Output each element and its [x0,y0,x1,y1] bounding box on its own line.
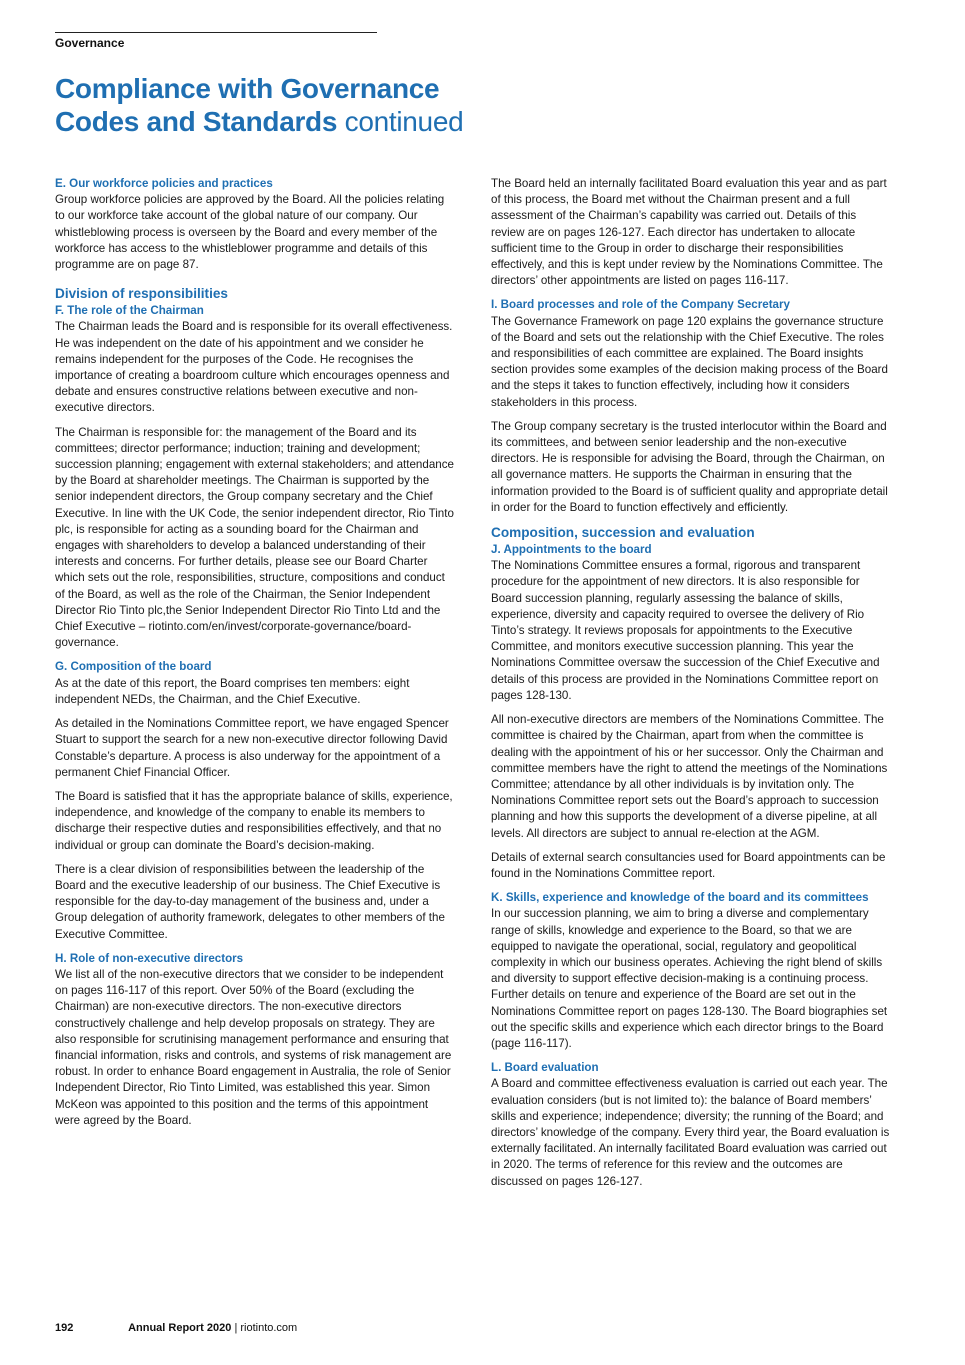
heading-i: I. Board processes and role of the Company Secretary [491,298,790,312]
paragraph-j-2: All non-executive directors are members of the Nominations Committee. The committee is chaired by the Chairman, apart from when the committee is dealing with the appointment of his or her successor. Only the Chairman and committee members have the right to attend the meetings of the Nominations Committee; attendance by all other individuals is by invitation only. The Nominations Committee report sets out the Board’s approach to succession planning and how this supports the development of a diverse pipeline, at all levels. All directors are subject to annual re-election at the AGM. [491,713,888,840]
section-label: Governance [55,36,125,50]
paragraph-j-3: Details of external search consultancies used for Board appointments can be found in the Nominations Committee report. [491,850,886,880]
title-continued: continued [344,106,464,137]
heading-division-of-responsibilities: Division of responsibilities [55,286,228,302]
paragraph-h-1: We list all of the non-executive directors that we consider to be independent on pages 116-117 of this report. Over 50% of the Board (excluding the Chairman) are non-executive directors. The non-executive directors constructively challenge and help develop proposals on strategy. They are also responsible for scrutinising management performance and ensuring that financial information, risks and controls, and systems of risk management are robust. In order to enhance Board engagement in Australia, the role of Senior Independent Director, Rio Tinto Limited, was established this year. Simon McKeon was appointed to this position and the terms of this appointment were agreed by the Board. [55,967,452,1127]
left-column [55,176,455,1137]
paragraph-f-1: The Chairman leads the Board and is responsible for its overall effectiveness. He was independent on the date of his appointment and we consider he remains independent for the purposes of the Code. He recognises the importance of creating a boardroom culture which encourages openness and debate and ensures constructive relations between executive and non-executive directors. [55,320,453,415]
paragraph-k-1: In our succession planning, we aim to bring a diverse and complementary range of skills, knowledge and experience to the Board, so that we are equipped to navigate the operational, social, regulatory and geopolitical complexity in which our business operates. Achieving the right blend of skills and diversity to support effective decision-making is a continuing process. Further details on tenure and experience of the Board are set out in the Nominations Committee report on pages 128-130. The Board biographies set out the specific skills and experience which each director brings to the Board (page 116-117). [491,907,888,1050]
header-rule [55,32,377,33]
paragraph-i-1: The Governance Framework on page 120 explains the governance structure of the Board and sets out the relationship with the Chief Executive. The roles and responsibilities of each committee are explained. The Board insights section provides some examples of the decision making process of the Board and the steps it takes to function effectively, including how it considers stakeholders in this process. [491,314,888,409]
heading-f: F. The role of the Chairman [55,304,204,318]
page-number: 192 [55,1322,74,1334]
heading-k: K. Skills, experience and knowledge of the board and its committees [491,891,869,905]
title-line-2: Codes and Standards [55,106,338,137]
heading-composition-succession-evaluation: Composition, succession and evaluation [491,525,755,541]
paragraph-f-2: The Chairman is responsible for: the management of the Board and its committees; director performance; induction; training and development; succession planning; engagement with external stakeholders; and attendance by the Board at shareholder meetings. The Chairman is supported by the senior independent directors, the Group company secretary and the Chief Executive. In line with the UK Code, the senior independent director, Rio Tinto plc, is responsible for acting as a sounding board for the Chairman and engages with shareholders to develop a balanced understanding of their interests and concerns. For further details, please see our Board Charter which sets out the role, responsibilities, structure, compositions and conduct of the Board, as well as the role of the Chairman, the Senior Independent Director Rio Tinto plc,the Senior Independent Director Rio Tinto Ltd and the Chief Executive – riotinto.com/en/invest/corporate-governance/board-governance. [55,425,454,650]
heading-g: G. Composition of the board [55,660,212,674]
heading-j: J. Appointments to the board [491,543,652,557]
paragraph-e-1: Group workforce policies are approved by the Board. All the policies relating to our workforce take account of the global nature of our company. Our whistleblowing process is overseen by the Board and every member of the workforce has access to the whistleblower programme and details of this programme are on page 87. [55,193,445,272]
paragraph-g-3: The Board is satisfied that it has the appropriate balance of skills, experience, independence, and knowledge of the company to enable its members to discharge their respective duties and responsibilities effectively, and that no individual or group can dominate the Board’s decision-making. [55,789,453,852]
heading-l: L. Board evaluation [491,1061,599,1075]
paragraph-intro: The Board held an internally facilitated Board evaluation this year and as part of this process, the Board met without the Chairman present and a full assessment of the Chairman’s capability was carried out. Details of this review are on pages 126-127. Each director has undertaken to allocate sufficient time to the Group in order to discharge their responsibilities effectively, and this is kept under review by the Nominations Committee. The directors’ other appointments are listed on pages 116-117. [491,177,887,288]
paragraph-g-2: As detailed in the Nominations Committee report, we have engaged Spencer Stuart to support the search for a new non-executive director following David Constable’s departure. A process is also underway for the appointment of a permanent Chief Financial Officer. [55,717,449,779]
paragraph-g-1: As at the date of this report, the Board comprises ten members: eight independent NEDs, the Chairman, and the Chief Executive. [55,676,410,706]
page-footer [55,1322,297,1334]
page-title [55,72,575,138]
footer-separator: | [234,1322,238,1334]
paragraph-g-4: There is a clear division of responsibilities between the leadership of the Board and the executive leadership of our business. The Chief Executive is responsible for the day-to-day management of the business and, under a Group delegation of authority framework, delegates to other members of the Executive Committee. [55,862,445,941]
paragraph-l-1: A Board and committee effectiveness evaluation is carried out each year. The evaluation considers (but is not limited to): the balance of Board members’ skills and experience; independence; diversity; the running of the Board; and directors’ knowledge of the company. Every third year, the Board evaluation is externally facilitated. An internally facilitated Board evaluation was carried out in 2020. The terms of reference for this review and the outcomes are discussed on pages 126-127. [491,1077,890,1188]
right-column [491,176,891,1198]
title-line-1: Compliance with Governance [55,73,440,104]
heading-h: H. Role of non-executive directors [55,951,244,965]
report-name: Annual Report 2020 [128,1322,232,1334]
website-link[interactable]: riotinto.com [240,1322,298,1334]
paragraph-i-2: The Group company secretary is the trusted interlocutor within the Board and its committees, and between senior leadership and the non-executive directors. He is responsible for advising the Board, through the Chairman, on all governance matters. He supports the Chairman in ensuring that the information provided to the Board is of sufficient quality and appropriate detail in order for the Board to function effectively and efficiently. [491,419,888,514]
paragraph-j-1: The Nominations Committee ensures a formal, rigorous and transparent procedure for the appointment of new directors. It is also responsible for Board succession planning, regularly assessing the balance of skills, experience, diversity and capacity required to oversee the delivery of Rio Tinto’s strategy. It reviews proposals for appointments to the Executive Committee, and monitors executive succession planning. This year the Nominations Committee oversaw the succession of the Chief Executive and details of this process are provided in the Nominations Committee report on pages 128-130. [491,559,880,702]
heading-e: E. Our workforce policies and practices [55,177,273,190]
